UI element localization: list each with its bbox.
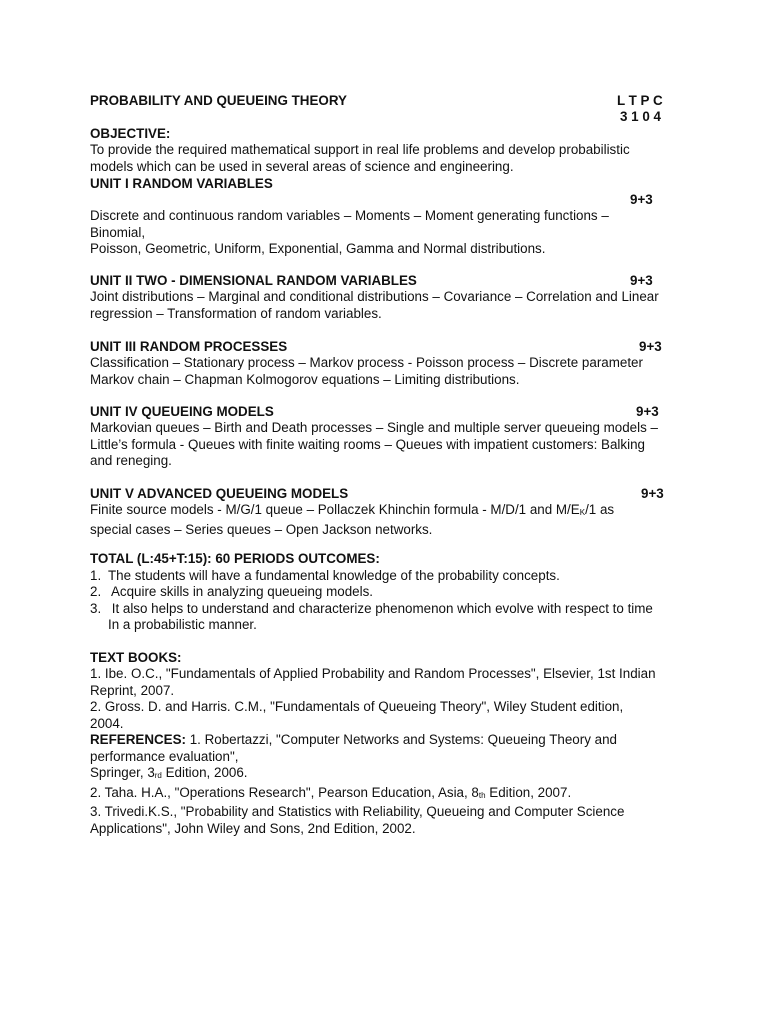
unit-2-hours: 9+3 xyxy=(630,273,653,288)
outcome-continuation: In a probabilistic manner. xyxy=(108,617,257,632)
reference-text: Edition, 2007. xyxy=(485,784,572,800)
unit-3-line: Classification – Stationary process – Markov process - Poisson process – Discrete parameter xyxy=(90,355,643,370)
outcome-number: 1. xyxy=(90,568,102,583)
reference-line xyxy=(90,765,690,785)
text-books-heading: TEXT BOOKS: xyxy=(90,650,182,665)
unit-3-hours: 9+3 xyxy=(639,339,662,354)
outcome-text: The students will have a fundamental knowledge of the probability concepts. xyxy=(108,568,560,583)
unit-2-line: regression – Transformation of random variables. xyxy=(90,305,382,321)
unit-1-content xyxy=(90,208,690,258)
unit-5-line: special cases – Series queues – Open Jackson networks. xyxy=(90,521,433,537)
reference-line xyxy=(90,785,690,805)
outcome-item xyxy=(90,568,560,585)
outcome-item xyxy=(90,601,653,618)
unit-2-title: UNIT II TWO - DIMENSIONAL RANDOM VARIABLES xyxy=(90,273,417,288)
objective-line: models which can be used in several areas of science and engineering. xyxy=(90,158,514,174)
objective-line: To provide the required mathematical support in real life problems and develop probabilistic xyxy=(90,142,630,157)
unit-4-line: Markovian queues – Birth and Death processes – Single and multiple server queueing models – xyxy=(90,420,658,435)
objective-text xyxy=(90,142,690,175)
unit-1-line: Discrete and continuous random variables – Moments – Moment generating functions – xyxy=(90,208,609,223)
ltpc-label: L T P C xyxy=(617,93,663,108)
unit-2-line: Joint distributions – Marginal and conditional distributions – Covariance – Correlation and Linear xyxy=(90,289,659,304)
unit-5-line1-end: /1 as xyxy=(585,502,615,517)
references-list xyxy=(90,732,690,837)
unit-1-line: Poisson, Geometric, Uniform, Exponential, Gamma and Normal distributions. xyxy=(90,241,546,256)
ltpc-values: 3 1 0 4 xyxy=(620,109,661,124)
reference-text: Edition, 2006. xyxy=(161,765,248,780)
reference-line: Applications", John Wiley and Sons, 2nd Edition, 2002. xyxy=(90,820,416,836)
text-book-line: 2004. xyxy=(90,715,124,731)
unit-1-hours: 9+3 xyxy=(630,192,653,207)
reference-text: 2. Taha. H.A., "Operations Research", Pearson Education, Asia, 8 xyxy=(90,784,479,800)
unit-4-line: and reneging. xyxy=(90,453,172,468)
reference-superscript: th xyxy=(478,790,486,800)
reference-line xyxy=(90,732,690,749)
unit-5-line1-text: Finite source models - M/G/1 queue – Pollaczek Khinchin formula - M/D/1 and M/E xyxy=(90,502,580,517)
reference-superscript: rd xyxy=(154,771,162,780)
total-heading: TOTAL (L:45+T:15): 60 PERIODS OUTCOMES: xyxy=(90,551,380,566)
unit-5-subscript: K xyxy=(579,508,586,517)
outcome-number: 2. xyxy=(90,584,102,599)
unit-5-content xyxy=(90,502,690,538)
text-book-line: 1. Ibe. O.C., "Fundamentals of Applied Probability and Random Processes", Elsevier, 1st Indian xyxy=(90,666,656,681)
unit-4-line: Little’s formula - Queues with finite waiting rooms – Queues with impatient customers: Balking xyxy=(90,436,645,452)
unit-3-line: Markov chain – Chapman Kolmogorov equations – Limiting distributions. xyxy=(90,371,520,387)
objective-heading: OBJECTIVE: xyxy=(90,126,171,141)
unit-1-line: Binomial, xyxy=(90,224,146,240)
reference-text: 1. Robertazzi, "Computer Networks and Systems: Queueing Theory and xyxy=(185,732,617,747)
reference-text: Springer, 3 xyxy=(90,765,155,780)
unit-3-content xyxy=(90,355,690,388)
outcome-text: It also helps to understand and characterize phenomenon which evolve with respect to time xyxy=(108,601,653,616)
unit-5-hours: 9+3 xyxy=(641,486,664,501)
text-book-line: 2. Gross. D. and Harris. C.M., "Fundamentals of Queueing Theory", Wiley Student edition, xyxy=(90,699,624,714)
unit-1-title: UNIT I RANDOM VARIABLES xyxy=(90,176,273,191)
unit-3-title: UNIT III RANDOM PROCESSES xyxy=(90,339,288,354)
unit-4-title: UNIT IV QUEUEING MODELS xyxy=(90,404,274,419)
text-book-line: Reprint, 2007. xyxy=(90,682,175,698)
outcome-item xyxy=(90,584,373,601)
reference-line: 3. Trivedi.K.S., "Probability and Statistics with Reliability, Queueing and Computer Science xyxy=(90,804,625,819)
outcome-number: 3. xyxy=(90,601,102,616)
references-heading: REFERENCES: xyxy=(90,732,186,747)
outcome-text: Acquire skills in analyzing queueing models. xyxy=(108,584,373,599)
unit-4-content xyxy=(90,420,690,470)
unit-5-title: UNIT V ADVANCED QUEUEING MODELS xyxy=(90,486,349,501)
course-title: PROBABILITY AND QUEUEING THEORY xyxy=(90,93,347,108)
text-books-list xyxy=(90,666,690,732)
unit-5-line xyxy=(90,502,690,522)
unit-4-hours: 9+3 xyxy=(636,404,659,419)
unit-2-content xyxy=(90,289,690,322)
reference-line: performance evaluation", xyxy=(90,748,239,764)
